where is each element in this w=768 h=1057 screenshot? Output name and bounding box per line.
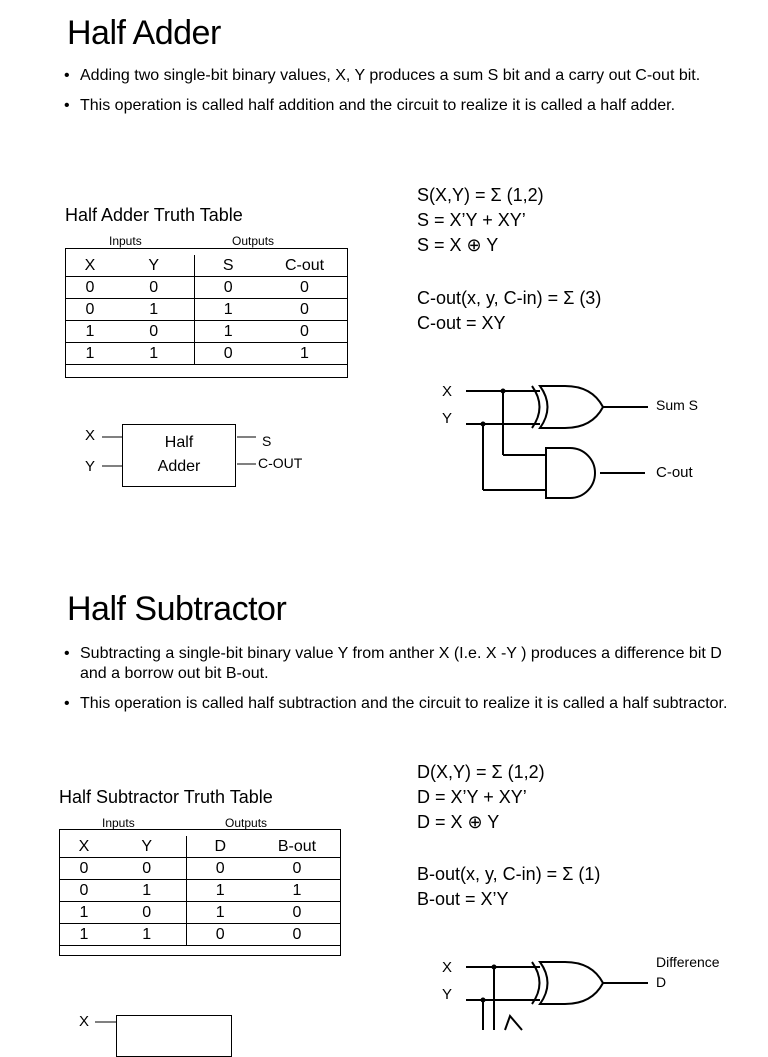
cell-y: 0: [108, 902, 186, 924]
cell-y: 0: [108, 858, 186, 880]
cell-x: 1: [66, 343, 114, 365]
col-d-header: D: [186, 836, 254, 858]
circuit-input-y-label: Y: [442, 410, 453, 427]
cell-d: 1: [186, 880, 254, 902]
cell-bout: 0: [254, 902, 340, 924]
cell-y: 0: [114, 277, 194, 299]
col-y-header: Y: [114, 255, 194, 277]
half-subtractor-inputs-label: Inputs: [102, 816, 135, 830]
col-cout-header: C-out: [262, 255, 347, 277]
block-input-y-label: Y: [85, 458, 96, 475]
circuit-sum-output-label: Sum S: [656, 397, 699, 413]
cell-x: 1: [60, 924, 108, 946]
sub-not-gate-partial: [505, 1016, 522, 1030]
half-subtractor-table-title: Half Subtractor Truth Table: [59, 787, 273, 807]
cell-x: 1: [60, 902, 108, 924]
cell-s: 0: [194, 343, 262, 365]
sum-sop-equation: S = X’Y + XY’: [417, 210, 526, 230]
sub-circuit-input-y-label: Y: [442, 986, 453, 1003]
carry-product-equation: C-out = XY: [417, 313, 506, 333]
sum-xor-equation: S = X ⊕ Y: [417, 235, 499, 255]
block-output-cout-label: C-OUT: [258, 455, 303, 471]
circuit-input-x-label: X: [442, 383, 453, 400]
diff-xor-equation: D = X ⊕ Y: [417, 812, 500, 832]
cell-bout: 0: [254, 858, 340, 880]
cell-bout: 1: [254, 880, 340, 902]
borrow-product-equation: B-out = X’Y: [417, 889, 509, 909]
cell-x: 0: [60, 858, 108, 880]
col-bout-header: B-out: [254, 836, 340, 858]
block-output-s-label: S: [262, 433, 272, 449]
half-subtractor-bullet-1: • Subtracting a single-bit binary value Y from anther X (I.e. X -Y ) produces a difference bit D and a borrow out bit B-out.: [60, 644, 730, 684]
cell-d: 0: [186, 858, 254, 880]
col-y-header: Y: [108, 836, 186, 858]
cell-x: 1: [66, 321, 114, 343]
sum-minterm-equation: S(X,Y) = Σ (1,2): [417, 185, 544, 205]
half-adder-bullet-1: • Adding two single-bit binary values, X, Y produces a sum S bit and a carry out C-out bit.: [60, 66, 720, 86]
cell-cout: 0: [262, 277, 347, 299]
sub-junction-x-dot: [492, 965, 497, 970]
cell-y: 1: [108, 880, 186, 902]
half-subtractor-outputs-label: Outputs: [225, 816, 268, 830]
cell-y: 1: [114, 343, 194, 365]
col-x-header: X: [66, 255, 114, 277]
sub-junction-y-dot: [481, 998, 486, 1003]
col-s-header: S: [194, 255, 262, 277]
half-adder-outputs-label: Outputs: [232, 234, 275, 248]
cell-s: 1: [194, 299, 262, 321]
diff-sop-equation: D = X’Y + XY’: [417, 787, 527, 807]
sub-xor-extra-curve: [532, 962, 540, 1004]
cell-x: 0: [60, 880, 108, 902]
half-adder-bullet-2: • This operation is called half addition and the circuit to realize it is called a half adder.: [60, 96, 720, 116]
diff-minterm-equation: D(X,Y) = Σ (1,2): [417, 762, 545, 782]
carry-minterm-equation: C-out(x, y, C-in) = Σ (3): [417, 288, 602, 308]
cell-y: 1: [114, 299, 194, 321]
col-x-header: X: [60, 836, 108, 858]
cell-y: 1: [108, 924, 186, 946]
cell-y: 0: [114, 321, 194, 343]
cell-x: 0: [66, 277, 114, 299]
sub-circuit-diff-label-2: D: [656, 974, 667, 990]
cell-x: 0: [66, 299, 114, 321]
cell-cout: 1: [262, 343, 347, 365]
half-subtractor-bullet-2: • This operation is called half subtraction and the circuit to realize it is called a half subtractor.: [60, 694, 730, 714]
half-subtractor-title: Half Subtractor: [67, 590, 287, 628]
borrow-minterm-equation: B-out(x, y, C-in) = Σ (1): [417, 864, 601, 884]
cell-cout: 0: [262, 299, 347, 321]
block-name-line-1: Half: [164, 434, 194, 451]
sub-block-input-x-label: X: [79, 1013, 90, 1030]
cell-bout: 0: [254, 924, 340, 946]
circuit-carry-output-label: C-out: [656, 464, 693, 481]
cell-d: 1: [186, 902, 254, 924]
half-adder-title: Half Adder: [67, 14, 221, 52]
sub-circuit-input-x-label: X: [442, 959, 453, 976]
block-name-line-2: Adder: [157, 458, 201, 475]
sub-xor-gate-body: [540, 962, 603, 1004]
half-adder-table-title: Half Adder Truth Table: [65, 205, 243, 225]
sub-circuit-diff-label-1: Difference: [656, 954, 720, 970]
half-adder-inputs-label: Inputs: [109, 234, 142, 248]
block-input-x-label: X: [85, 427, 96, 444]
cell-cout: 0: [262, 321, 347, 343]
cell-s: 1: [194, 321, 262, 343]
cell-d: 0: [186, 924, 254, 946]
cell-s: 0: [194, 277, 262, 299]
